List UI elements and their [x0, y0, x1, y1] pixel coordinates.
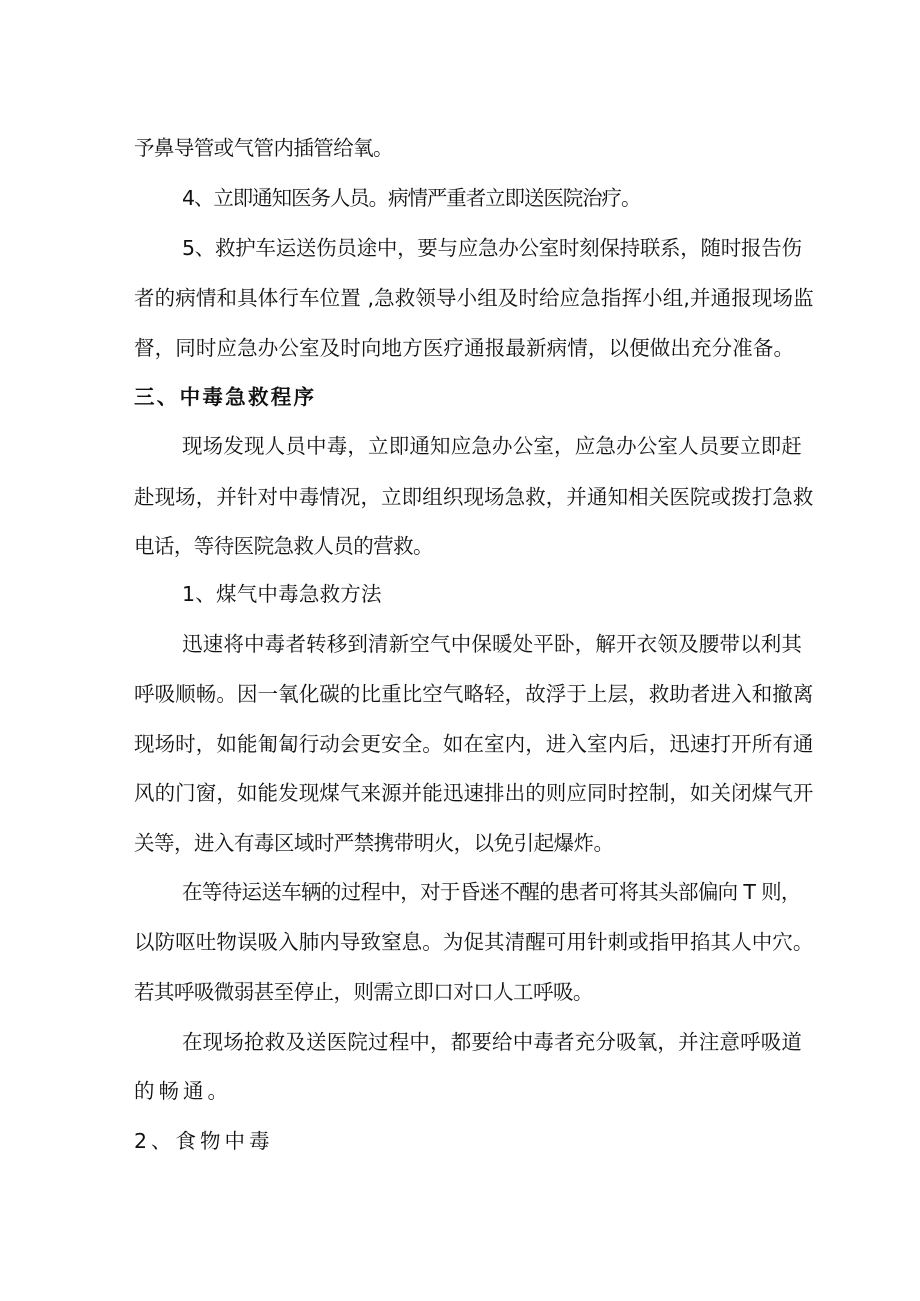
section-heading: 三、中毒急救程序 — [134, 385, 317, 409]
paragraph-line: 督，同时应急办公室及时向地方医疗通报最新病情，以便做出充分准备。 — [134, 336, 795, 360]
paragraph-line: 5、救护车运送伤员途中，要与应急办公室时刻保持联系，随时报告伤 — [182, 236, 802, 260]
paragraph-line: 现场时，如能匍匐行动会更安全。如在室内，进入室内后，迅速打开所有通 — [134, 732, 814, 756]
paragraph-line: 以防呕吐物误吸入肺内导致窒息。为促其清醒可用针刺或指甲掐其人中穴。 — [134, 930, 814, 954]
paragraph-line: 4、立即通知医务人员。病情严重者立即送医院治疗。 — [182, 186, 641, 210]
paragraph-line: 予鼻导管或气管内插管给氧。 — [134, 136, 393, 160]
paragraph-line: 者的病情和具体行车位置 ,急救领导小组及时给应急指挥小组,并通报现场监 — [134, 286, 814, 310]
paragraph-line: 现场发现人员中毒，立即通知应急办公室，应急办公室人员要立即赶 — [182, 434, 803, 458]
paragraph-line: 关等，进入有毒区域时严禁携带明火，以免引起爆炸。 — [134, 831, 614, 855]
paragraph-line: 风的门窗，如能发现煤气来源并能迅速排出的则应同时控制，如关闭煤气开 — [134, 781, 814, 805]
paragraph-line: 呼吸顺畅。因一氧化碳的比重比空气略轻，故浮于上层，救助者进入和撤离 — [134, 682, 814, 706]
paragraph-line: 迅速将中毒者转移到清新空气中保暖处平卧，解开衣领及腰带以利其 — [182, 632, 803, 656]
paragraph-line: 若其呼吸微弱甚至停止，则需立即口对口人工呼吸。 — [134, 980, 593, 1004]
paragraph-line: 的畅通。 — [134, 1079, 232, 1103]
subsection-heading: 2、食物中毒 — [134, 1129, 274, 1153]
paragraph-line: 赴现场，并针对中毒情况，立即组织现场急救，并通知相关医院或拨打急救 — [134, 485, 814, 509]
subsection-heading: 1、煤气中毒急救方法 — [182, 582, 382, 606]
paragraph-line: 在现场抢救及送医院过程中，都要给中毒者充分吸氧，并注意呼吸道 — [182, 1030, 803, 1054]
paragraph-line: 在等待运送车辆的过程中，对于昏迷不醒的患者可将其头部偏向 T 则， — [182, 880, 801, 904]
paragraph-line: 电话，等待医院急救人员的营救。 — [134, 534, 433, 558]
